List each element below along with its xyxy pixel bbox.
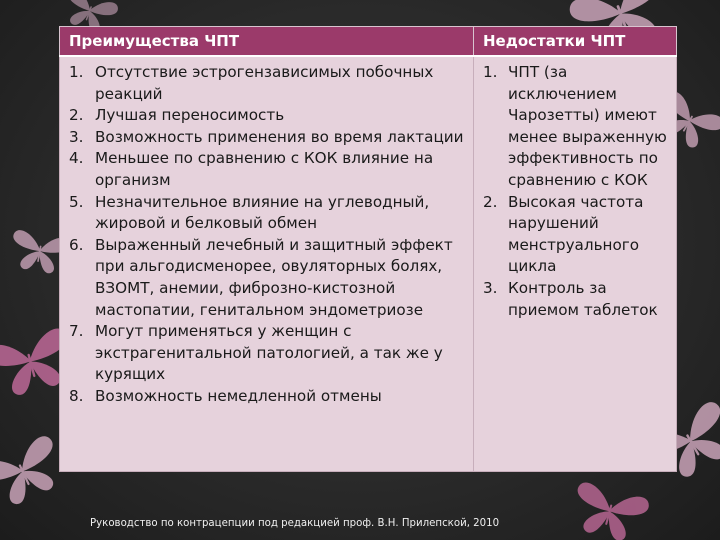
advantages-cell (60, 56, 474, 472)
list-item: 2. Лучшая переносимость (69, 106, 285, 125)
header-advantages: Преимущества ЧПТ (60, 27, 474, 57)
list-item: 4. Меньшее по сравнению с КОК влияние на организм (69, 149, 434, 189)
list-item: 3. Возможность применения во время лактации (69, 127, 464, 146)
list-item: 3. Контроль за приемом таблеток (483, 278, 658, 319)
list-item: 1. ЧПТ (за исключением Чарозетты) имеют менее выраженную эффективность по сравнению с КОК (483, 63, 667, 189)
table-header-row (60, 27, 677, 57)
list-item: 5. Незначительное влияние на углеводный, жировой и белковый обмен (69, 192, 430, 233)
table-row (60, 56, 677, 472)
list-item: 8. Возможность немедленной отмены (69, 386, 382, 405)
butterfly-icon (568, 481, 651, 540)
list-item: 1. Отсутствие эстрогензависимых побочных реакций (69, 63, 434, 103)
list-item: 7. Могут применяться у женщин с экстрагенитальной патологией, а так же у курящих (69, 322, 443, 384)
list-item: 6. Выраженный лечебный и защитный эффект при альгодисменорее, овуляторных болях, ВЗОМТ, анемии, фиброзно-кистозной мастопатии, генитальном эндометриозе (69, 235, 453, 319)
source-footnote: Руководство по контрацепции под редакцией проф. В.Н. Прилепской, 2010 (90, 518, 500, 529)
disadvantages-cell (474, 56, 677, 472)
list-item: 2. Высокая частота нарушений менструального цикла (483, 192, 644, 276)
header-disadvantages: Недостатки ЧПТ (474, 27, 677, 57)
advantages-list (60, 62, 473, 408)
disadvantages-list (474, 62, 676, 321)
comparison-table (59, 26, 677, 472)
